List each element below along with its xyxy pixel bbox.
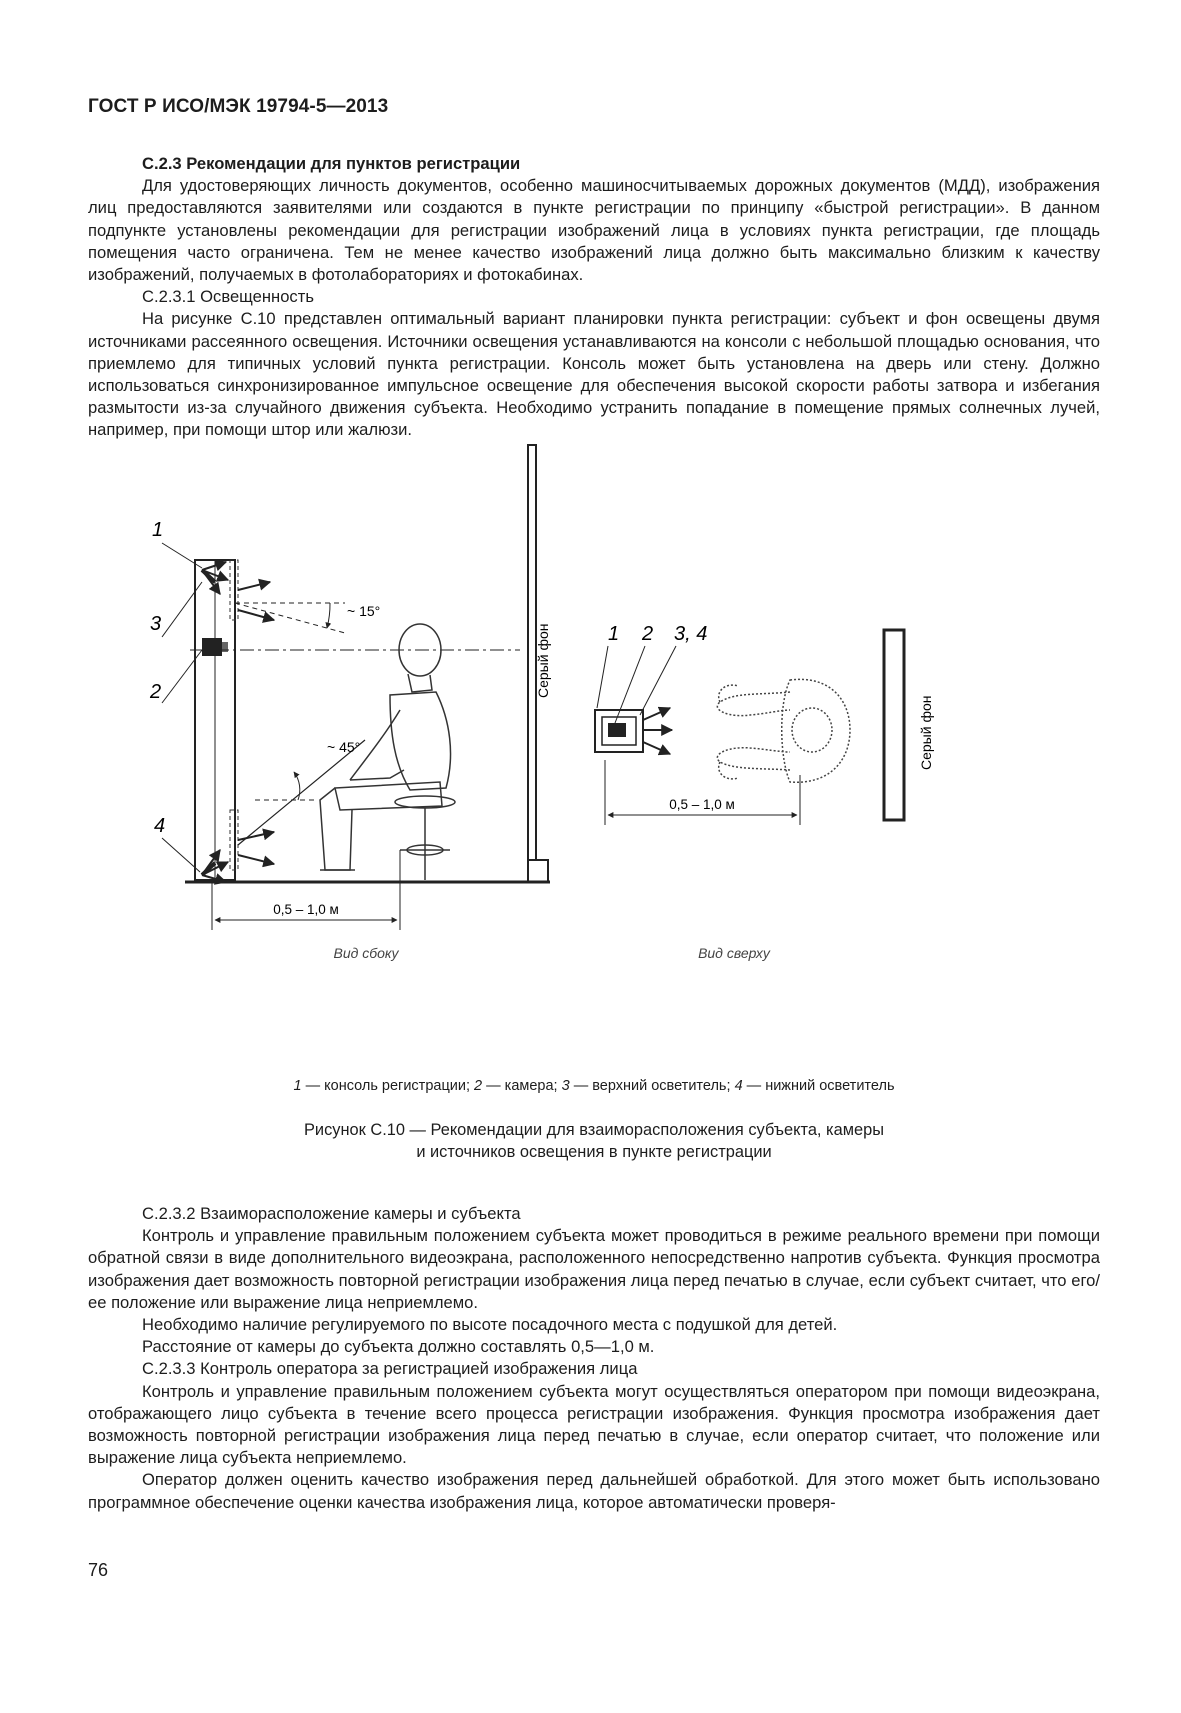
paragraph: Контроль и управление правильным положением субъекта могут осуществляться оператором при помощи видеоэкрана, отображающего лицо субъекта в течение всего процесса регистрации изображения. Функция просмотра изображения дает возможность повторной регистрации изображения лица перед печатью в случае, если оператор считает, что положение или выражение лица субъекта неприемлемо. — [88, 1381, 1100, 1468]
leader-line — [640, 646, 676, 715]
paragraph: Для удостоверяющих личность документов, особенно машиносчитываемых дорожных документов (МДД), изображения лиц предоставляются заявителями или создаются в пункте регистрации по принципу «быстрой регистрации». В данном подпункте установлены рекомендации для регистрации изображений лица в условиях пункта регистрации, где площадь помещения часто ограничена. Тем не менее качество изображений лица должно быть максимально близким к качеству изображений, получаемых в фотолабораториях и фотокабинах. — [88, 176, 1100, 285]
top-background-label: Серый фон — [918, 695, 934, 770]
side-label-1: 1 — [152, 519, 164, 541]
side-view — [149, 445, 551, 961]
light-ray — [238, 855, 274, 864]
text-block-bottom — [88, 1203, 1100, 1514]
paragraph: Оператор должен оценить качество изображения перед дальнейшей обработкой. Для этого может быть использовано программное обеспечение оценки качества изображения лица, которое автоматически проверя- — [88, 1470, 1100, 1512]
legend-number: 2 — [474, 1078, 483, 1094]
paragraph: Контроль и управление правильным положением субъекта может проводиться в режиме реального времени при помощи обратной связи в виде дополнительного видеоэкрана, расположенного непосредственно напротив субъекта. Функция просмотра изображения дает возможность повторной регистрации изображения лица перед печатью в случае, если субъект считает, что его/ее положение или выражение лица неприемлемо. — [88, 1226, 1100, 1312]
side-label-4: 4 — [154, 815, 166, 837]
stool — [395, 796, 455, 880]
legend-text: — камера; — [482, 1078, 562, 1094]
top-view-label: Вид сверху — [698, 945, 770, 961]
light-ray — [238, 610, 274, 620]
page-number: 76 — [88, 1560, 109, 1580]
side-distance-label: 0,5 – 1,0 м — [273, 902, 339, 917]
top-distance-label: 0,5 – 1,0 м — [669, 797, 735, 812]
camera-body — [202, 638, 222, 656]
paragraph: Необходимо наличие регулируемого по высоте посадочного места с подушкой для детей. — [142, 1315, 838, 1335]
angle-arc-top — [327, 603, 330, 628]
light-ray — [202, 562, 226, 570]
light-ray — [238, 582, 270, 590]
paragraph: Расстояние от камеры до субъекта должно составлять 0,5—1,0 м. — [142, 1337, 655, 1357]
angle-top-label: ~ 15° — [347, 603, 381, 619]
light-ray — [643, 708, 670, 720]
subsection-title: С.2.3.2 Взаиморасположение камеры и субъекта — [142, 1204, 521, 1223]
figure-diagram — [150, 470, 1050, 1040]
top-label-2: 2 — [642, 623, 654, 645]
bottom-light-beam — [238, 740, 365, 845]
legend-text: — нижний осветитель — [742, 1078, 895, 1094]
side-label-2: 2 — [150, 681, 162, 703]
figure-legend — [88, 1078, 1100, 1094]
light-ray — [238, 832, 274, 840]
caption-line: Рисунок С.10 — Рекомендации для взаиморасположения субъекта, камеры — [304, 1121, 884, 1139]
legend-number: 4 — [734, 1078, 743, 1094]
legend-number: 3 — [561, 1078, 570, 1094]
angle-bottom-label: ~ 45° — [327, 739, 361, 755]
subsection-title: С.2.3.3 Контроль оператора за регистрацией изображения лица — [142, 1359, 638, 1379]
paragraph: На рисунке С.10 представлен оптимальный вариант планировки пункта регистрации: субъект и фон освещены двумя источниками рассеянного освещения. Источники освещения устанавливаются на консоли с небольшой площадью основания, что приемлемо для типичных условий пункта регистрации. Консоль может быть установлена на дверь или стену. Должно использоваться синхронизированное импульсное освещение для обеспечения высокой скорости работы затвора и избегания размытости из-за случайного движения субъекта. Необходимо устранить попадание в помещение прямых солнечных лучей, например, при помощи штор или жалюзи. — [88, 309, 1100, 440]
text-block-top — [88, 153, 1100, 442]
leader-line — [615, 646, 645, 723]
top-label-1: 1 — [608, 623, 620, 645]
document-header: ГОСТ Р ИСО/МЭК 19794-5—2013 — [88, 96, 389, 117]
side-label-3: 3 — [150, 613, 162, 635]
top-background-panel — [884, 630, 904, 820]
leader-line — [597, 646, 608, 708]
legend-text: — верхний осветитель; — [569, 1078, 735, 1094]
top-camera — [608, 723, 626, 737]
legend-text: — консоль регистрации; — [301, 1078, 475, 1094]
leader-line — [162, 543, 202, 568]
subsection-title: С.2.3.1 Освещенность — [142, 287, 314, 307]
side-background-label: Серый фон — [535, 623, 551, 698]
person-top-view — [717, 679, 850, 782]
top-label-34: 3, 4 — [674, 623, 708, 645]
figure-caption — [88, 1119, 1100, 1163]
light-ray — [643, 742, 670, 754]
side-view-label: Вид сбоку — [333, 945, 399, 961]
section-heading: С.2.3 Рекомендации для пунктов регистрации — [142, 154, 521, 173]
legend-number: 1 — [293, 1078, 302, 1094]
top-view — [595, 623, 934, 961]
background-panel-base — [528, 860, 548, 882]
caption-line: и источников освещения в пункте регистрации — [416, 1143, 772, 1161]
figure-c10 — [150, 470, 1050, 1040]
top-light-beam — [235, 603, 345, 633]
